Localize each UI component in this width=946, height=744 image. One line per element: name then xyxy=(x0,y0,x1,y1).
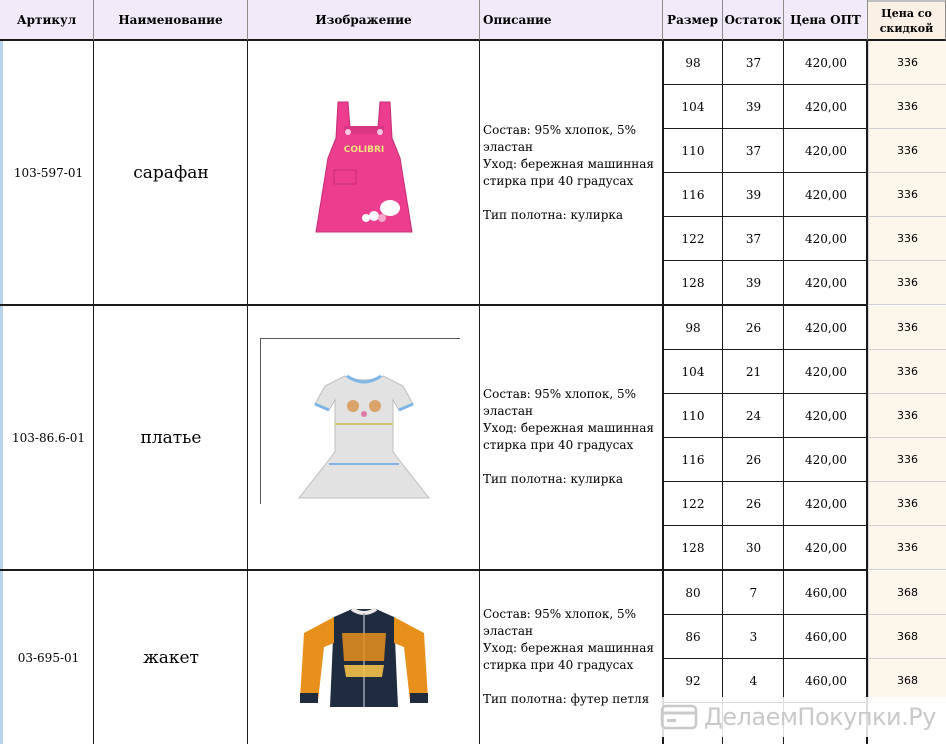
size-cell[interactable]: 128 xyxy=(681,275,705,290)
price-cell[interactable]: 420,00 xyxy=(805,540,847,555)
discount-cell[interactable]: 336 xyxy=(868,129,946,173)
size-cell[interactable]: 116 xyxy=(681,187,705,202)
price-cell[interactable]: 420,00 xyxy=(805,364,847,379)
jacket-icon xyxy=(294,603,434,713)
desc-line: Состав: 95% хлопок, 5% xyxy=(483,387,637,401)
watermark-text: ДелаемПокупки.Ру xyxy=(704,703,936,731)
dress-icon xyxy=(289,368,439,508)
pinafore-icon xyxy=(304,98,424,248)
price-cell[interactable]: 420,00 xyxy=(805,231,847,246)
card-icon xyxy=(660,703,698,731)
stock-cell[interactable]: 3 xyxy=(749,629,758,644)
desc-line: Тип полотна: кулирка xyxy=(483,472,624,486)
discount-cell[interactable]: 368 xyxy=(868,615,946,659)
size-row xyxy=(663,438,868,482)
size-cell[interactable]: 122 xyxy=(681,496,705,511)
pink-pinafore-image[interactable] xyxy=(248,41,480,305)
size-row xyxy=(663,173,868,217)
header-size[interactable]: Размер xyxy=(663,0,723,41)
size-row xyxy=(663,85,868,129)
size-cell[interactable]: 104 xyxy=(681,99,705,114)
stock-cell[interactable]: 24 xyxy=(745,408,762,423)
size-cell[interactable]: 80 xyxy=(685,585,701,600)
name-cell[interactable]: сарафан xyxy=(133,163,209,183)
price-cell[interactable]: 420,00 xyxy=(805,320,847,335)
discount-cell[interactable]: 336 xyxy=(868,261,946,305)
desc-line: Уход: бережная машинная xyxy=(483,157,654,171)
watermark xyxy=(660,697,946,737)
size-row xyxy=(663,571,868,615)
stock-cell[interactable]: 7 xyxy=(749,585,758,600)
article-cell[interactable]: 103-86.6-01 xyxy=(11,430,85,445)
discount-cell[interactable]: 336 xyxy=(868,482,946,526)
desc-line: стирка при 40 градусах xyxy=(483,438,634,452)
header-discount[interactable]: Цена со скидкой xyxy=(868,0,946,41)
description-cell xyxy=(480,122,663,224)
size-row xyxy=(663,526,868,570)
discount-cell[interactable]: 336 xyxy=(868,41,946,85)
header-name[interactable]: Наименование xyxy=(94,0,248,41)
size-cell[interactable]: 110 xyxy=(681,408,705,423)
description-cell xyxy=(480,606,663,708)
jacket-image[interactable] xyxy=(248,571,480,744)
stock-cell[interactable]: 4 xyxy=(749,673,758,688)
header-price[interactable]: Цена ОПТ xyxy=(784,0,868,41)
name-cell[interactable]: жакет xyxy=(143,647,199,668)
price-cell[interactable]: 420,00 xyxy=(805,408,847,423)
column-divider xyxy=(247,41,248,744)
price-cell[interactable]: 460,00 xyxy=(805,673,847,688)
size-row xyxy=(663,394,868,438)
price-cell[interactable]: 460,00 xyxy=(805,585,847,600)
stock-cell[interactable]: 26 xyxy=(745,452,762,467)
size-row xyxy=(663,615,868,659)
desc-line: Уход: бережная машинная xyxy=(483,641,654,655)
size-row xyxy=(663,306,868,350)
price-cell[interactable]: 420,00 xyxy=(805,275,847,290)
image-border xyxy=(260,338,261,504)
desc-line: эластан xyxy=(483,140,534,154)
price-cell[interactable]: 420,00 xyxy=(805,99,847,114)
stock-cell[interactable]: 26 xyxy=(745,320,762,335)
header-article[interactable]: Артикул xyxy=(0,0,94,41)
discount-cell[interactable]: 368 xyxy=(868,571,946,615)
desc-line: Тип полотна: кулирка xyxy=(483,208,624,222)
row-divider xyxy=(0,569,868,571)
price-cell[interactable]: 420,00 xyxy=(805,143,847,158)
size-cell[interactable]: 104 xyxy=(681,364,705,379)
desc-line: Тип полотна: футер петля xyxy=(483,692,650,706)
price-cell[interactable]: 460,00 xyxy=(805,629,847,644)
desc-line: стирка при 40 градусах xyxy=(483,174,634,188)
stock-cell[interactable]: 39 xyxy=(745,187,762,202)
price-cell[interactable]: 420,00 xyxy=(805,187,847,202)
size-cell[interactable]: 98 xyxy=(685,320,701,335)
desc-line: Состав: 95% хлопок, 5% xyxy=(483,123,637,137)
price-cell[interactable]: 420,00 xyxy=(805,496,847,511)
size-row xyxy=(663,217,868,261)
header-image[interactable]: Изображение xyxy=(248,0,480,41)
discount-cell[interactable]: 336 xyxy=(868,306,946,350)
size-row xyxy=(663,350,868,394)
discount-cell[interactable]: 336 xyxy=(868,394,946,438)
header-stock[interactable]: Остаток xyxy=(723,0,784,41)
discount-cell[interactable]: 336 xyxy=(868,526,946,570)
stock-cell[interactable]: 21 xyxy=(745,364,762,379)
discount-cell[interactable]: 336 xyxy=(868,350,946,394)
desc-line: стирка при 40 градусах xyxy=(483,658,634,672)
column-divider xyxy=(93,41,94,744)
article-cell[interactable]: 103-597-01 xyxy=(13,166,84,180)
discount-cell[interactable]: 336 xyxy=(868,217,946,261)
image-border xyxy=(260,338,460,339)
colibri-logo: COLIBRI xyxy=(343,145,385,155)
column-divider xyxy=(866,41,868,744)
stock-cell[interactable]: 39 xyxy=(745,275,762,290)
size-row xyxy=(663,261,868,305)
stock-cell[interactable]: 26 xyxy=(745,496,762,511)
price-cell[interactable]: 420,00 xyxy=(805,55,847,70)
stock-cell[interactable]: 37 xyxy=(745,231,762,246)
size-row xyxy=(663,129,868,173)
column-divider xyxy=(662,41,664,744)
size-cell[interactable]: 122 xyxy=(681,231,705,246)
discount-cell[interactable]: 336 xyxy=(868,438,946,482)
size-cell[interactable]: 128 xyxy=(681,540,705,555)
stock-cell[interactable]: 37 xyxy=(745,143,762,158)
column-divider xyxy=(783,41,784,744)
discount-cell[interactable]: 336 xyxy=(868,173,946,217)
price-cell[interactable]: 420,00 xyxy=(805,452,847,467)
desc-line: эластан xyxy=(483,624,534,638)
description-cell xyxy=(480,386,663,488)
header-description[interactable]: Описание xyxy=(480,0,663,41)
size-cell[interactable]: 110 xyxy=(681,143,705,158)
desc-line: Состав: 95% хлопок, 5% xyxy=(483,607,637,621)
size-cell[interactable]: 92 xyxy=(685,673,701,688)
desc-line: эластан xyxy=(483,404,534,418)
stock-cell[interactable]: 30 xyxy=(745,540,762,555)
stock-cell[interactable]: 39 xyxy=(745,99,762,114)
grey-dress-image[interactable] xyxy=(248,306,480,569)
size-cell[interactable]: 116 xyxy=(681,452,705,467)
column-divider xyxy=(722,41,723,744)
size-row xyxy=(663,482,868,526)
row-divider xyxy=(0,304,868,306)
column-divider xyxy=(479,41,480,744)
desc-line: Уход: бережная машинная xyxy=(483,421,654,435)
size-cell[interactable]: 98 xyxy=(685,55,701,70)
article-cell[interactable]: 03-695-01 xyxy=(17,650,80,665)
discount-cell[interactable]: 336 xyxy=(868,85,946,129)
name-cell[interactable]: платье xyxy=(140,427,202,448)
size-cell[interactable]: 86 xyxy=(685,629,701,644)
size-row xyxy=(663,41,868,85)
stock-cell[interactable]: 37 xyxy=(745,55,762,70)
discount-cell[interactable]: 368 xyxy=(868,659,946,703)
